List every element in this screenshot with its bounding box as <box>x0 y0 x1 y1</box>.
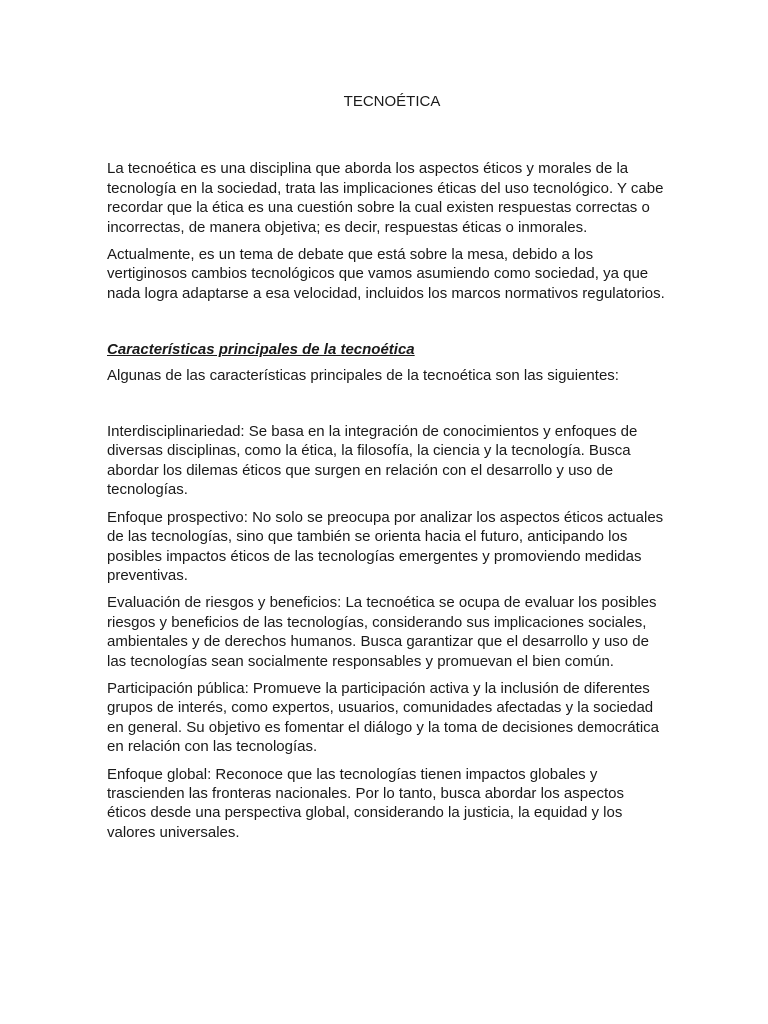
intro-paragraph: Actualmente, es un tema de debate que está sobre la mesa, debido a los vertiginosos cambios tecnológicos que vamos asumiendo como sociedad, ya que nada logra adaptarse a esa velocidad, incluidos los marcos normativos regulatorios. <box>107 246 665 302</box>
characteristic-enfoque-global: Enfoque global: Reconoce que las tecnologías tienen impactos globales y trascienden las fronteras nacionales. Por lo tanto, busca abordar los aspectos éticos desde una perspectiva global, considerando la justicia, la equidad y los valores universales. <box>107 765 624 841</box>
characteristic-evaluacion-riesgos: Evaluación de riesgos y beneficios: La tecnoética se ocupa de evaluar los posibles riesgos y beneficios de las tecnologías, considerando sus implicaciones sociales, ambientales y de derechos humanos. Busca garantizar que el desarrollo y uso de las tecnologías sean socialmente responsables y promuevan el bien común. <box>107 594 657 670</box>
section-heading: Características principales de la tecnoética <box>107 341 415 359</box>
document-body <box>107 92 667 850</box>
document-title: TECNOÉTICA <box>343 93 441 110</box>
section-intro: Algunas de las características principales de la tecnoética son las siguientes: <box>107 366 619 384</box>
characteristic-interdisciplinariedad: Interdisciplinariedad: Se basa en la integración de conocimientos y enfoques de diversas disciplinas, como la ética, la filosofía, la ciencia y la tecnología. Busca abordar los dilemas éticos que surgen en relación con el desarrollo y uso de tecnologías. <box>107 423 638 499</box>
characteristic-enfoque-prospectivo: Enfoque prospectivo: No solo se preocupa por analizar los aspectos éticos actuales de las tecnologías, sino que también se orienta hacia el futuro, anticipando los posibles impactos éticos de las tecnologías emergentes y promoviendo medidas preventivas. <box>107 508 664 584</box>
characteristic-participacion-publica: Participación pública: Promueve la participación activa y la inclusión de diferentes grupos de interés, como expertos, usuarios, comunidades afectadas y la sociedad en general. Su objetivo es fomentar el diálogo y la toma de decisiones democrática en relación con las tecnologías. <box>107 679 659 756</box>
intro-paragraph: La tecnoética es una disciplina que aborda los aspectos éticos y morales de la tecnología en la sociedad, trata las implicaciones éticas del uso tecnológico. Y cabe recordar que la ética es una cuestión sobre la cual existen respuestas correctas o incorrectas, de manera objetiva; es decir, respuestas éticas o inmorales. <box>107 160 664 236</box>
